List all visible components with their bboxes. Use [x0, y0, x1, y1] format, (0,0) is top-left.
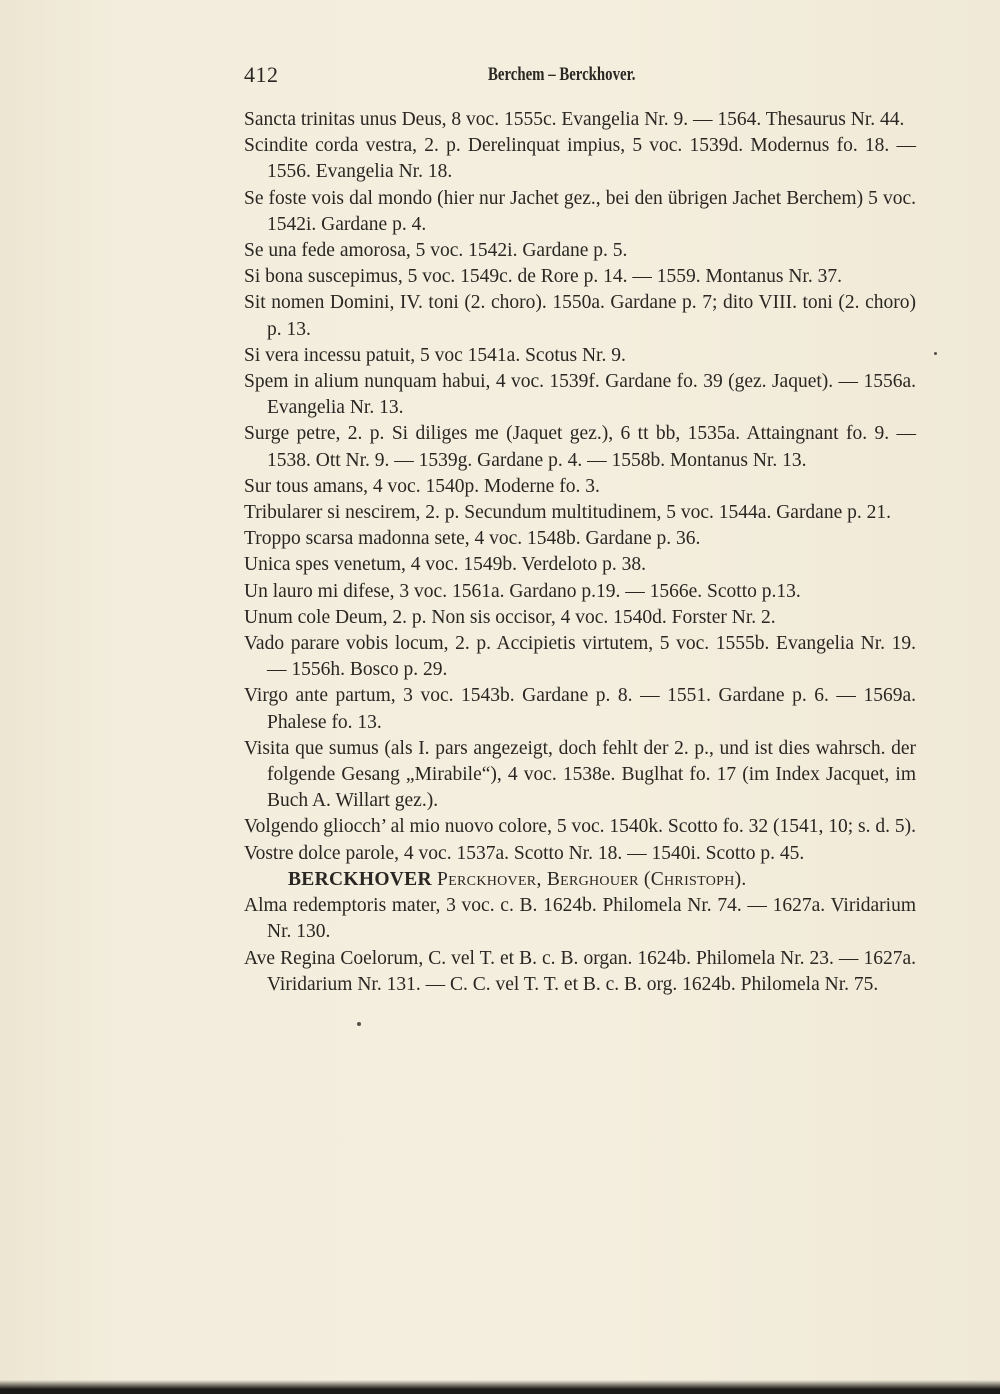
composer-variant-2: Berghouer — [546, 868, 639, 890]
composer-heading: BERCKHOVER Perckhover, Berghouer (Christoph). — [288, 868, 747, 890]
entry-ave-regina: Ave Regina Coelorum, C. vel T. et B. c. B. organ. 1624b. Philomela Nr. 23. — 1627a. Viridarium Nr. 131. — C. C. vel T. T. et B. c. B. org. 1624b. Philomela Nr. 75. — [244, 947, 916, 995]
entry-troppo-scarsa: Troppo scarsa madonna sete, 4 voc. 1548b. Gardane p. 36. — [244, 528, 701, 550]
paper-speck — [357, 1022, 361, 1026]
entry-visita-que: Visita que sumus (als I. pars angezeigt, doch fehlt der 2. p., und ist dies wahrsch. der folgende Gesang „Mirabile“), 4 voc. 1538e. Buglhat fo. 17 (im Index Jacquet, im Buch A. Willart gez.). — [244, 737, 916, 812]
page-number: 412 — [244, 62, 279, 87]
entry-scindite-corda: Scindite corda vestra, 2. p. Derelinquat impius, 5 voc. 1539d. Modernus fo. 18. — 1556. Evangelia Nr. 18. — [244, 135, 916, 183]
composer-name: BERCKHOVER — [288, 868, 432, 890]
page-header — [244, 62, 916, 90]
entry-surge-petre: Surge petre, 2. p. Si diliges me (Jaquet gez.), 6 tt bb, 1535a. Attaingnant fo. 9. — 1538. Ott Nr. 9. — 1539g. Gardane p. 4. — 1558b. Montanus Nr. 13. — [244, 423, 916, 471]
scan-edge-shadow — [0, 1380, 1000, 1394]
composer-variant-1: Perckhover — [437, 868, 537, 890]
entry-se-foste-vois: Se foste vois dal mondo (hier nur Jachet gez., bei den übrigen Jachet Berchem) 5 voc. 1542i. Gardane p. 4. — [244, 187, 916, 235]
entry-sur-tous-amans: Sur tous amans, 4 voc. 1540p. Moderne fo. 3. — [244, 475, 600, 497]
entry-volgendo: Volgendo gliocch’ al mio nuovo colore, 5 voc. 1540k. Scotto fo. 32 (1541, 10; s. d. 5). — [244, 816, 916, 838]
running-head: Berchem – Berckhover. — [488, 64, 636, 85]
entry-si-bona: Si bona suscepimus, 5 voc. 1549c. de Rore p. 14. — 1559. Montanus Nr. 37. — [244, 266, 842, 288]
entry-un-lauro: Un lauro mi difese, 3 voc. 1561a. Gardano p.19. — 1566e. Scotto p.13. — [244, 580, 801, 602]
entry-si-vera: Si vera incessu patuit, 5 voc 1541a. Scotus Nr. 9. — [244, 344, 626, 366]
entry-virgo-ante: Virgo ante partum, 3 voc. 1543b. Gardane p. 8. — 1551. Gardane p. 6. — 1569a. Phalese fo. 13. — [244, 685, 916, 733]
entry-unum-cole: Unum cole Deum, 2. p. Non sis occisor, 4 voc. 1540d. Forster Nr. 2. — [244, 606, 776, 628]
entry-unica-spes: Unica spes venetum, 4 voc. 1549b. Verdeloto p. 38. — [244, 554, 647, 576]
entry-alma-redemptoris: Alma redemptoris mater, 3 voc. c. B. 1624b. Philomela Nr. 74. — 1627a. Viridarium Nr. 130. — [244, 895, 916, 943]
entry-sancta-trinitas: Sancta trinitas unus Deus, 8 voc. 1555c. Evangelia Nr. 9. — 1564. Thesaurus Nr. 44. — [244, 109, 905, 130]
entry-vostre-dolce: Vostre dolce parole, 4 voc. 1537a. Scotto Nr. 18. — 1540i. Scotto p. 45. — [244, 842, 805, 864]
entry-list — [244, 107, 916, 998]
entry-sit-nomen: Sit nomen Domini, IV. toni (2. choro). 1550a. Gardane p. 7; dito VIII. toni (2. choro) p. 13. — [244, 292, 916, 340]
paper-speck — [934, 352, 937, 355]
entry-tribularer: Tribularer si nescirem, 2. p. Secundum multitudinem, 5 voc. 1544a. Gardane p. 21. — [244, 502, 891, 524]
entry-vado-parare: Vado parare vobis locum, 2. p. Accipietis virtutem, 5 voc. 1555b. Evangelia Nr. 19. — 1556h. Bosco p. 29. — [244, 633, 916, 681]
composer-forename: Christoph — [650, 868, 735, 890]
entry-se-una-fede: Se una fede amorosa, 5 voc. 1542i. Gardane p. 5. — [244, 240, 628, 262]
entry-spem-in-alium: Spem in alium nunquam habui, 4 voc. 1539f. Gardane fo. 39 (gez. Jaquet). — 1556a. Evangelia Nr. 13. — [244, 371, 916, 419]
